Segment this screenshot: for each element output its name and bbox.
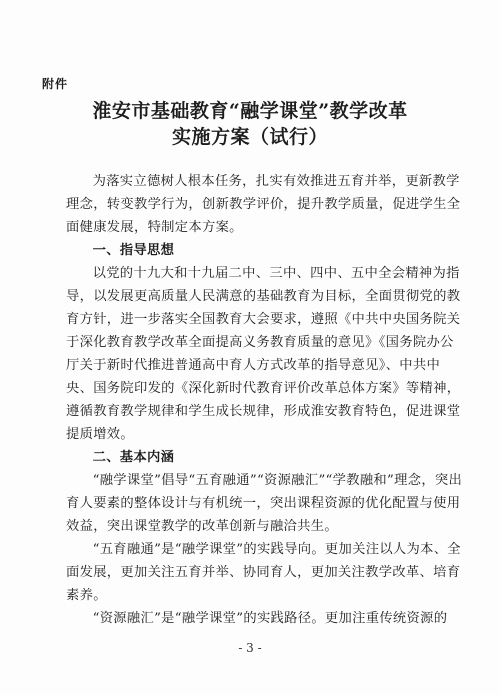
section-heading-guiding-ideology: 一、指导思想 [92,243,175,258]
connotation-paragraph-3: “资源融汇”是“融学课堂”的实践路径。更加注重传统资源的 [92,611,448,626]
guiding-ideology-paragraph: 以党的十九大和十九届二中、三中、四中、五中全会精神为指导，以发展更高质量人民满意的基础教育为目标，全面贯彻党的教育方针，进一步落实全国教育大会要求，遵照《中共中央国务院关于深化教育教学改革全面提高义务教育质量的意见》《国务院办公厅关于新时代推进普通高中育人方式改革的指导意见》、中共中央、国务院印发的《深化新时代教育评价改革总体方案》等精神，遵循教育教学规律和学生成长规律，形成淮安教育特色，促进课堂提质增效。 [66,266,461,442]
document-body [66,170,466,630]
connotation-paragraph-2: “五育融通”是“融学课堂”的实践导向。更加关注以人为本、全面发展，更加关注五育并举、协同育人，更加关注教学改革、培育素养。 [66,542,461,603]
document-title-line-1: 淮安市基础教育“融学课堂”教学改革 [92,100,408,122]
page-number: - 3 - [238,641,262,655]
intro-paragraph: 为落实立德树人根本任务，扎实有效推进五育并举，更新教学理念，转变教学行为，创新教学评价，提升教学质量，促进学生全面健康发展，特制定本方案。 [66,174,461,235]
document-title-line-2: 实施方案（试行） [171,126,328,148]
section-heading-basic-connotation: 二、基本内涵 [92,450,175,465]
attachment-label: 附件 [42,77,69,91]
connotation-paragraph-1: “融学课堂”倡导“五育融通”“资源融汇”“学教融和”理念，突出育人要素的整体设计与有机统一，突出课程资源的优化配置与使用效益，突出课堂教学的改革创新与融洽共生。 [66,473,463,534]
